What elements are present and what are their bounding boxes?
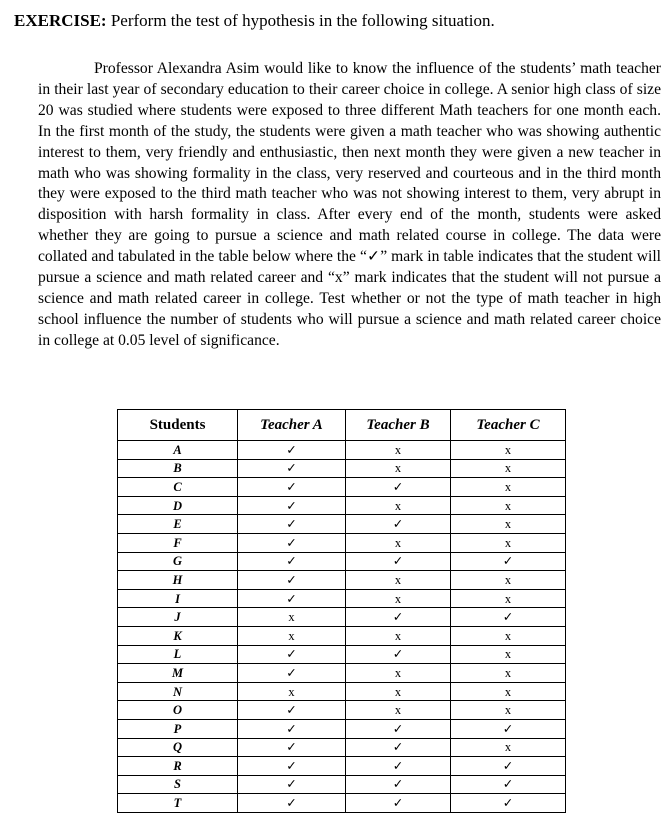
student-id-cell: F <box>118 533 238 552</box>
student-id-cell: A <box>118 441 238 460</box>
teacher-a-mark: ✓ <box>238 719 346 738</box>
exercise-label: EXERCISE: <box>14 11 107 30</box>
teacher-b-mark: ✓ <box>346 608 451 627</box>
exercise-heading <box>14 11 495 31</box>
header-teacher-a: Teacher A <box>238 410 346 441</box>
table-row <box>118 719 566 738</box>
table-row <box>118 775 566 794</box>
teacher-c-mark: ✓ <box>451 552 566 571</box>
student-id-cell: N <box>118 682 238 701</box>
table-row <box>118 608 566 627</box>
header-students: Students <box>118 410 238 441</box>
teacher-c-mark: ✓ <box>451 719 566 738</box>
teacher-c-mark: ✓ <box>451 608 566 627</box>
teacher-a-mark: ✓ <box>238 496 346 515</box>
teacher-a-mark: ✓ <box>238 515 346 534</box>
teacher-c-mark: x <box>451 496 566 515</box>
student-id-cell: T <box>118 794 238 813</box>
teacher-a-mark: ✓ <box>238 533 346 552</box>
table-row <box>118 533 566 552</box>
teacher-b-mark: x <box>346 626 451 645</box>
teacher-c-mark: x <box>451 515 566 534</box>
student-id-cell: K <box>118 626 238 645</box>
table-header-row <box>118 410 566 441</box>
teacher-c-mark: ✓ <box>451 775 566 794</box>
teacher-c-mark: x <box>451 441 566 460</box>
teacher-a-mark: x <box>238 608 346 627</box>
teacher-b-mark: x <box>346 682 451 701</box>
teacher-c-mark: x <box>451 626 566 645</box>
student-id-cell: O <box>118 701 238 720</box>
student-id-cell: B <box>118 459 238 478</box>
teacher-c-mark: x <box>451 682 566 701</box>
teacher-a-mark: ✓ <box>238 459 346 478</box>
teacher-b-mark: x <box>346 496 451 515</box>
table-row <box>118 701 566 720</box>
problem-paragraph: Professor Alexandra Asim would like to know the influence of the students’ math teacher in their last year of secondary education to their career choice in college. A senior high class of size 20 was studied where students were exposed to three different Math teachers for one month each. In the first month of the study, the students were given a math teacher who was showing authentic interest to them, very friendly and enthusiastic, then next month they were given a new teacher in math who was showing formality in the class, very reserved and courteous and in the third month they were exposed to the third math teacher who was not showing interest to them, very abrupt in disposition with harsh formality in class. After every end of the month, students were asked whether they are going to pursue a science and math related course in college. The data were collated and tabulated in the table below where the “✓” mark in table indicates that the student will pursue a science and math related career and “x” mark indicates that the student will not pursue a science and math related career in college. Test whether or not the type of math teacher in high school influence the number of students who will pursue a science and math related career choice in college at 0.05 level of significance. <box>38 60 661 349</box>
table-row <box>118 441 566 460</box>
teacher-a-mark: ✓ <box>238 552 346 571</box>
teacher-a-mark: ✓ <box>238 589 346 608</box>
table-row <box>118 552 566 571</box>
teacher-a-mark: x <box>238 682 346 701</box>
teacher-a-mark: ✓ <box>238 701 346 720</box>
teacher-a-mark: ✓ <box>238 757 346 776</box>
teacher-c-mark: ✓ <box>451 794 566 813</box>
student-id-cell: Q <box>118 738 238 757</box>
teacher-a-mark: ✓ <box>238 664 346 683</box>
teacher-c-mark: x <box>451 664 566 683</box>
teacher-c-mark: x <box>451 533 566 552</box>
table-row <box>118 626 566 645</box>
table-body <box>118 441 566 813</box>
teacher-c-mark: x <box>451 478 566 497</box>
student-id-cell: M <box>118 664 238 683</box>
data-table <box>117 409 566 813</box>
teacher-a-mark: ✓ <box>238 571 346 590</box>
teacher-c-mark: x <box>451 645 566 664</box>
table-row <box>118 738 566 757</box>
student-id-cell: C <box>118 478 238 497</box>
table-row <box>118 645 566 664</box>
teacher-b-mark: x <box>346 664 451 683</box>
teacher-a-mark: ✓ <box>238 478 346 497</box>
table-row <box>118 682 566 701</box>
teacher-a-mark: ✓ <box>238 738 346 757</box>
teacher-c-mark: ✓ <box>451 757 566 776</box>
teacher-b-mark: x <box>346 441 451 460</box>
teacher-b-mark: ✓ <box>346 775 451 794</box>
student-id-cell: I <box>118 589 238 608</box>
teacher-c-mark: x <box>451 738 566 757</box>
student-id-cell: J <box>118 608 238 627</box>
teacher-b-mark: x <box>346 571 451 590</box>
teacher-a-mark: x <box>238 626 346 645</box>
teacher-a-mark: ✓ <box>238 441 346 460</box>
table-row <box>118 496 566 515</box>
student-id-cell: E <box>118 515 238 534</box>
teacher-b-mark: ✓ <box>346 738 451 757</box>
teacher-b-mark: ✓ <box>346 552 451 571</box>
teacher-c-mark: x <box>451 701 566 720</box>
table-row <box>118 757 566 776</box>
teacher-b-mark: ✓ <box>346 794 451 813</box>
student-id-cell: S <box>118 775 238 794</box>
student-id-cell: L <box>118 645 238 664</box>
student-id-cell: R <box>118 757 238 776</box>
teacher-a-mark: ✓ <box>238 775 346 794</box>
teacher-b-mark: x <box>346 533 451 552</box>
student-id-cell: D <box>118 496 238 515</box>
teacher-b-mark: ✓ <box>346 719 451 738</box>
student-id-cell: G <box>118 552 238 571</box>
teacher-b-mark: ✓ <box>346 757 451 776</box>
teacher-a-mark: ✓ <box>238 794 346 813</box>
table-row <box>118 515 566 534</box>
teacher-c-mark: x <box>451 571 566 590</box>
table-row <box>118 589 566 608</box>
teacher-c-mark: x <box>451 459 566 478</box>
table-row <box>118 571 566 590</box>
table-row <box>118 794 566 813</box>
teacher-c-mark: x <box>451 589 566 608</box>
teacher-b-mark: x <box>346 459 451 478</box>
table-row <box>118 478 566 497</box>
teacher-b-mark: ✓ <box>346 515 451 534</box>
teacher-b-mark: ✓ <box>346 478 451 497</box>
teacher-a-mark: ✓ <box>238 645 346 664</box>
header-teacher-c: Teacher C <box>451 410 566 441</box>
table-row <box>118 664 566 683</box>
table-row <box>118 459 566 478</box>
teacher-b-mark: ✓ <box>346 645 451 664</box>
student-id-cell: H <box>118 571 238 590</box>
student-id-cell: P <box>118 719 238 738</box>
teacher-b-mark: x <box>346 701 451 720</box>
header-teacher-b: Teacher B <box>346 410 451 441</box>
teacher-b-mark: x <box>346 589 451 608</box>
exercise-instruction: Perform the test of hypothesis in the following situation. <box>110 11 495 30</box>
